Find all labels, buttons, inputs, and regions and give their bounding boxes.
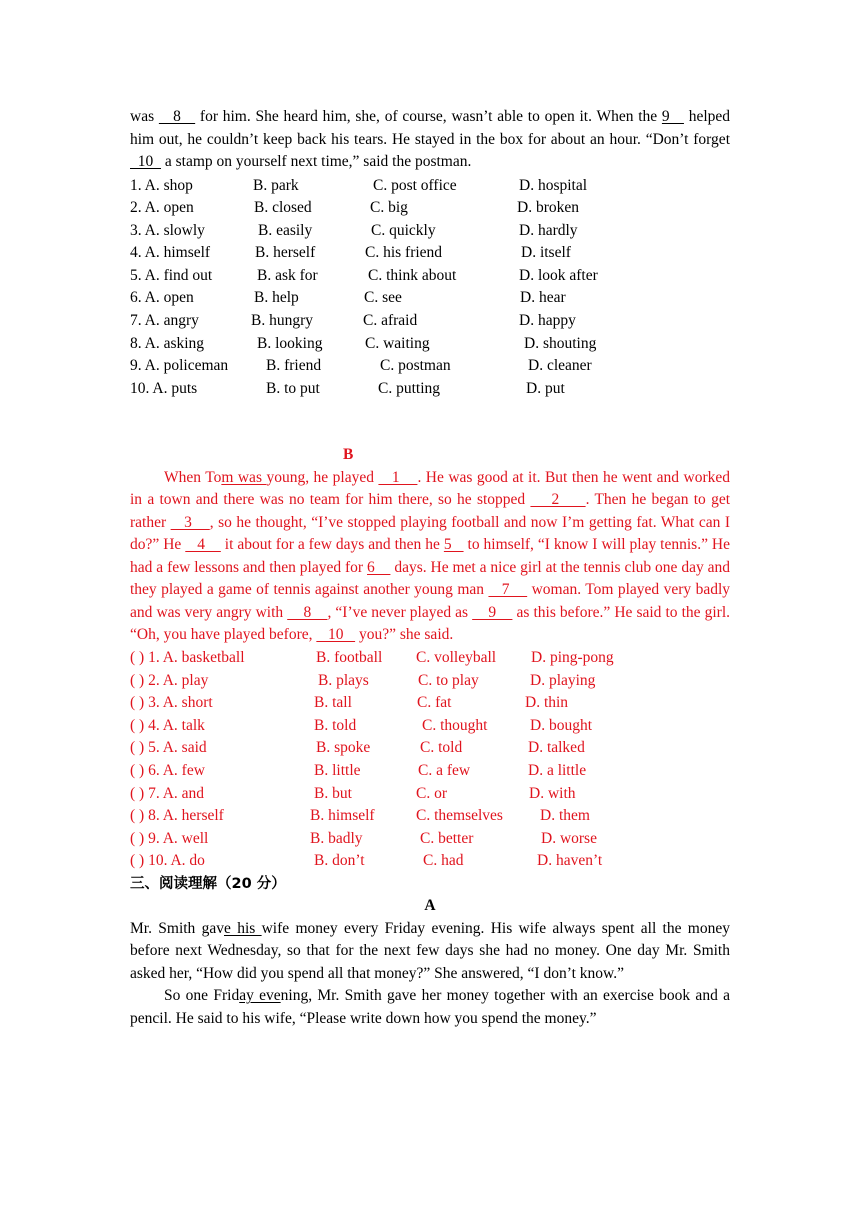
option-a: ( ) 6. A. few xyxy=(130,761,205,779)
option-a: 2. A. open xyxy=(130,199,194,217)
blank-8: 8 xyxy=(287,603,328,621)
text: Mr. Smith gav xyxy=(130,919,224,937)
passage-a-paragraph-1 xyxy=(130,918,730,986)
option-d: D. hospital xyxy=(519,176,588,194)
blank-9: 9 xyxy=(472,603,513,621)
option-b: B. himself xyxy=(310,807,375,825)
blank-2: 2 xyxy=(530,491,586,509)
option-row xyxy=(130,692,730,715)
blank-10: 10 xyxy=(316,626,356,644)
passage-b xyxy=(130,467,730,647)
option-row xyxy=(130,828,730,851)
blank-4: 4 xyxy=(185,536,221,554)
option-b: B. don’t xyxy=(314,852,365,870)
text: woman. Tom played very badly and was very angry with xyxy=(130,581,731,621)
option-c: C. volleyball xyxy=(416,648,497,666)
options-list-1 xyxy=(130,175,730,401)
text: it about for a few days and then he xyxy=(220,536,444,554)
text: , “I’ve never played as xyxy=(327,603,473,621)
option-c: C. fat xyxy=(417,694,452,712)
option-d: D. happy xyxy=(519,312,576,330)
text: to himself, “I know I will play tennis.” He had a few lessons and then played for xyxy=(130,536,731,576)
option-row xyxy=(130,783,730,806)
option-d: D. shouting xyxy=(524,334,597,352)
text: , so he thought, “I’ve stopped playing football and now I’m getting fat. What can I do?” He xyxy=(130,513,730,554)
option-b: B. looking xyxy=(257,334,323,352)
option-row xyxy=(130,378,730,401)
option-row xyxy=(130,242,730,265)
section-a-heading: A xyxy=(424,897,436,915)
passage-continuation xyxy=(130,106,730,174)
option-b: B. little xyxy=(314,761,361,779)
option-d: D. bought xyxy=(530,716,592,734)
option-d: D. put xyxy=(526,379,565,397)
underlined-text: ay eve xyxy=(239,987,281,1005)
option-row xyxy=(130,310,730,333)
option-c: C. to play xyxy=(418,671,479,689)
option-d: D. them xyxy=(540,807,590,825)
option-c: C. think about xyxy=(368,266,457,284)
option-a: ( ) 4. A. talk xyxy=(130,716,205,734)
option-row xyxy=(130,850,730,873)
blank-3: 3 xyxy=(170,513,210,531)
option-row xyxy=(130,220,730,243)
blank-5: 5 xyxy=(443,536,464,554)
option-a: 1. A. shop xyxy=(130,176,193,194)
text: days. He met a nice girl at the tennis club one day and they played a game of tennis against another young man xyxy=(130,558,731,599)
option-b: B. closed xyxy=(254,199,312,217)
underlined-text: e his xyxy=(224,919,262,937)
blank-10: 10 xyxy=(130,153,161,170)
option-row xyxy=(130,287,730,310)
option-d: D. with xyxy=(529,784,576,802)
option-b: B. park xyxy=(253,176,299,194)
option-b: B. but xyxy=(314,784,352,802)
option-c: C. quickly xyxy=(371,221,436,239)
option-d: D. haven’t xyxy=(537,852,603,870)
option-c: C. putting xyxy=(378,379,441,397)
option-a: 8. A. asking xyxy=(130,334,205,352)
option-a: 3. A. slowly xyxy=(130,221,205,239)
option-b: B. told xyxy=(314,716,357,734)
option-a: ( ) 9. A. well xyxy=(130,829,209,847)
option-b: B. help xyxy=(254,289,299,307)
option-c: C. themselves xyxy=(416,807,503,825)
option-d: D. cleaner xyxy=(528,357,592,375)
option-b: B. ask for xyxy=(257,266,318,284)
text: wife money every Friday evening. His wife always spent all the money before next Wednesday, so that for the next few days she had no money. One day Mr. Smith asked her, “How did you spend all that money?” She answered, “I don’t know.” xyxy=(130,919,730,982)
blank-9: 9 xyxy=(661,108,684,125)
option-d: D. broken xyxy=(517,199,579,217)
option-a: ( ) 7. A. and xyxy=(130,784,205,802)
option-c: C. his friend xyxy=(365,244,443,262)
option-a: ( ) 3. A. short xyxy=(130,694,213,712)
option-d: D. thin xyxy=(525,694,569,712)
option-row xyxy=(130,355,730,378)
text: was xyxy=(130,108,155,125)
blank-1: 1 xyxy=(378,468,418,486)
text: So one Frid xyxy=(164,987,240,1005)
option-c: C. big xyxy=(370,199,408,217)
option-d: D. a little xyxy=(528,761,587,779)
option-b: B. herself xyxy=(255,244,316,262)
text: you?” she said. xyxy=(355,626,454,644)
option-b: B. spoke xyxy=(316,739,371,757)
option-a: ( ) 10. A. do xyxy=(130,852,205,870)
option-b: B. football xyxy=(316,648,383,666)
option-b: B. friend xyxy=(266,357,322,375)
option-row xyxy=(130,333,730,356)
option-b: B. to put xyxy=(266,379,320,397)
option-d: D. itself xyxy=(521,244,571,262)
option-row xyxy=(130,737,730,760)
option-a: 4. A. himself xyxy=(130,244,211,262)
text: as this before.” He said to the girl. “Oh, you have played before, xyxy=(130,603,731,644)
option-c: C. postman xyxy=(380,357,451,375)
option-c: C. better xyxy=(420,829,474,847)
option-row xyxy=(130,647,730,670)
section-b-heading: B xyxy=(343,446,354,464)
option-a: 9. A. policeman xyxy=(130,357,229,375)
option-c: C. see xyxy=(364,289,402,307)
options-list-b xyxy=(130,647,730,873)
option-b: B. easily xyxy=(258,221,313,239)
option-c: C. told xyxy=(420,739,463,757)
option-row xyxy=(130,175,730,198)
option-row xyxy=(130,760,730,783)
text: a stamp on yourself next time,” said the postman. xyxy=(161,153,472,170)
text: . Then he began to get rather xyxy=(130,491,731,531)
text: young, he played xyxy=(266,468,379,486)
option-a: ( ) 5. A. said xyxy=(130,739,207,757)
blank-8: 8 xyxy=(158,108,196,125)
document-page xyxy=(130,106,730,1030)
option-a: 10. A. puts xyxy=(130,379,198,397)
option-row xyxy=(130,265,730,288)
option-c: C. or xyxy=(416,784,447,802)
option-a: 7. A. angry xyxy=(130,312,199,330)
option-d: D. look after xyxy=(519,266,598,284)
option-d: D. playing xyxy=(530,671,596,689)
option-a: 6. A. open xyxy=(130,289,194,307)
option-d: D. worse xyxy=(541,829,597,847)
option-row xyxy=(130,197,730,220)
option-c: C. afraid xyxy=(363,312,418,330)
option-b: B. tall xyxy=(314,694,352,712)
option-d: D. ping-pong xyxy=(531,648,614,666)
text: . He was good at it. But then he went and worked in a town and there was no team for him there, so he stopped xyxy=(130,468,730,509)
option-row xyxy=(130,670,730,693)
option-d: D. hardly xyxy=(519,221,578,239)
option-d: D. hear xyxy=(520,289,566,307)
option-a: ( ) 8. A. herself xyxy=(130,807,224,825)
option-c: C. had xyxy=(423,852,464,870)
option-row xyxy=(130,805,730,828)
text: When To xyxy=(164,468,222,486)
option-b: B. badly xyxy=(310,829,363,847)
option-c: C. thought xyxy=(422,716,488,734)
option-c: C. post office xyxy=(373,176,457,194)
option-row xyxy=(130,715,730,738)
option-a: ( ) 2. A. play xyxy=(130,671,209,689)
option-a: ( ) 1. A. basketball xyxy=(130,648,245,666)
underlined-text: m was xyxy=(221,468,267,486)
option-c: C. a few xyxy=(418,761,471,779)
passage-a-paragraph-2 xyxy=(130,985,730,1030)
blank-6: 6 xyxy=(367,558,391,576)
text: helped him out, he couldn’t keep back his tears. He stayed in the box for about an hour. “Don’t forget xyxy=(130,108,731,148)
text: ning, Mr. Smith gave her money together with an exercise book and a pencil. He said to his wife, “Please write down how you spend the money.” xyxy=(130,987,730,1027)
option-c: C. waiting xyxy=(365,334,430,352)
option-b: B. hungry xyxy=(251,312,313,330)
blank-7: 7 xyxy=(488,581,528,599)
option-d: D. talked xyxy=(528,739,585,757)
text: for him. She heard him, she, of course, wasn’t able to open it. When the xyxy=(195,108,662,125)
option-b: B. plays xyxy=(318,671,369,689)
section-title: 三、阅读理解（20 分） xyxy=(130,875,286,892)
option-a: 5. A. find out xyxy=(130,266,213,284)
